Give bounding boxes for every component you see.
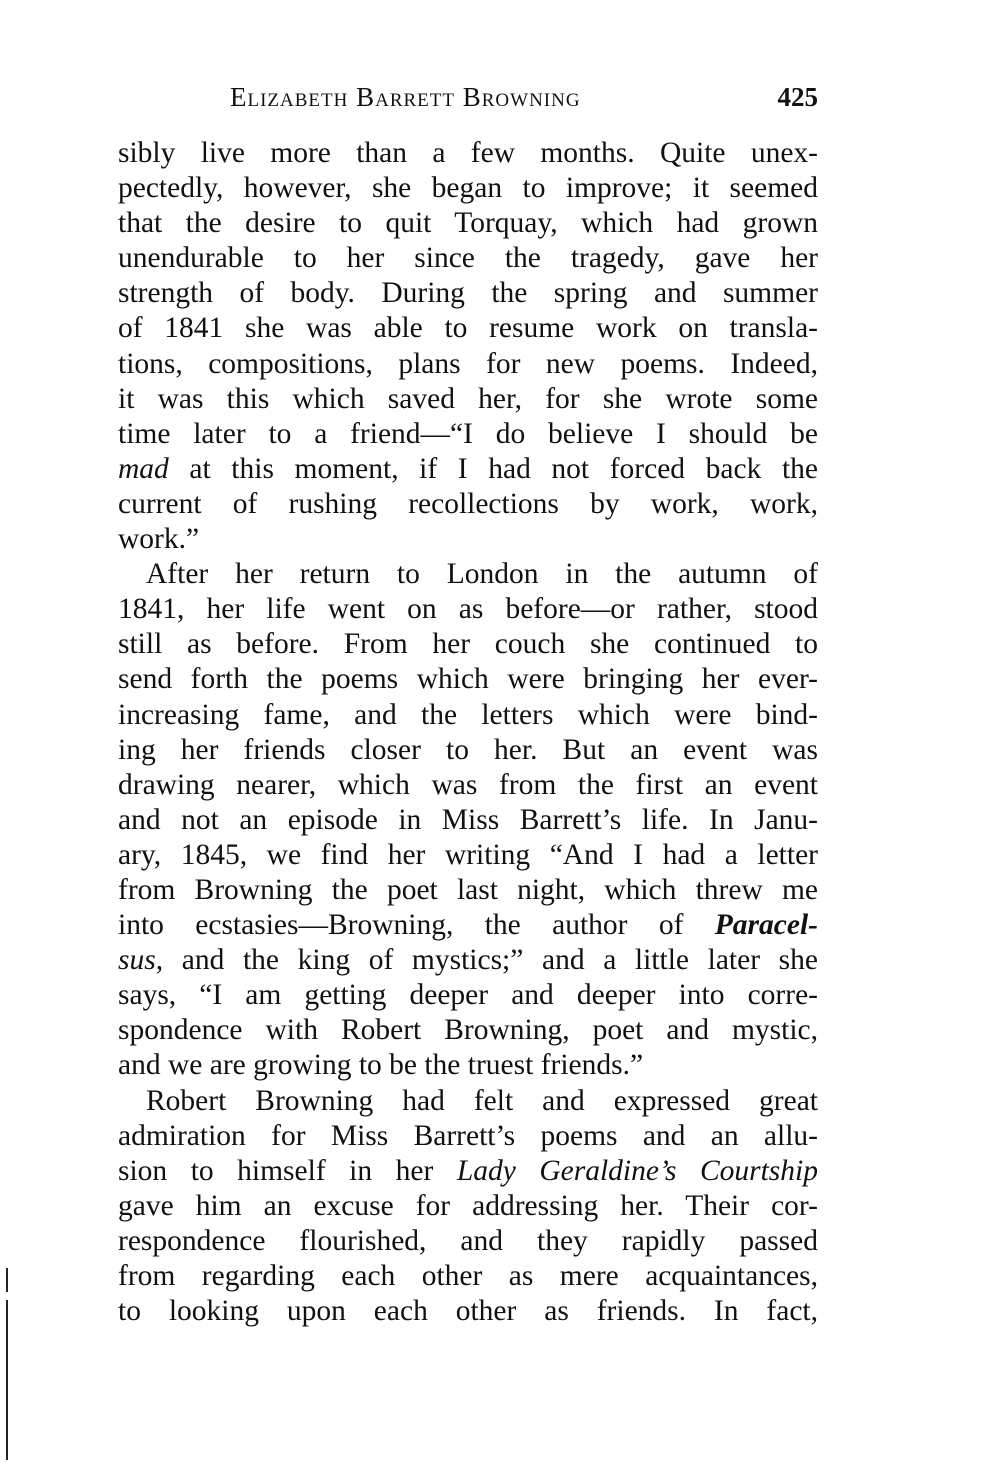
running-header <box>118 82 818 118</box>
text-line <box>118 1048 818 1083</box>
text-run: work.” <box>118 523 200 556</box>
text-line <box>118 698 818 733</box>
text-run: at this moment, if I had not forced back the <box>168 452 818 485</box>
text-run: gave him an excuse for addressing her. Their cor- <box>118 1189 818 1222</box>
paragraph <box>118 1084 818 1330</box>
text-run: from regarding each other as mere acquaintances, <box>118 1260 818 1292</box>
text-line <box>118 1084 818 1119</box>
text-line <box>118 873 818 908</box>
text-line <box>118 803 818 838</box>
text-line <box>118 1294 818 1329</box>
text-run: says, “I am getting deeper and deeper into corre- <box>118 979 818 1012</box>
text-run: strength of body. During the spring and summer <box>118 277 818 310</box>
text-line <box>118 733 818 768</box>
scan-edge-mark <box>6 1268 8 1292</box>
text-line <box>118 662 818 697</box>
text-run: Robert Browning had felt and expressed great <box>146 1084 818 1117</box>
text-line <box>118 838 818 873</box>
italic-text: Lady Geraldine’s Courtship <box>456 1154 818 1187</box>
text-run: pectedly, however, she began to improve; it seemed <box>118 172 818 205</box>
text-line <box>118 1259 818 1294</box>
text-run: sion to himself in her <box>118 1154 457 1187</box>
text-line <box>118 978 818 1013</box>
running-title: Elizabeth Barrett Browning <box>230 82 581 112</box>
body-text <box>118 136 818 1329</box>
text-run: ary, 1845, we find her writing “And I had a letter <box>118 838 818 871</box>
text-line <box>118 557 818 592</box>
paragraph <box>118 136 818 557</box>
text-line <box>118 592 818 627</box>
text-line <box>118 382 818 417</box>
text-run: send forth the poems which were bringing her ever- <box>118 663 818 696</box>
italic-text: sus, <box>118 944 164 977</box>
text-run: from Browning the poet last night, which threw me <box>118 873 818 906</box>
text-run: and not an episode in Miss Barrett’s life. In Janu- <box>118 803 818 836</box>
text-line <box>118 1154 818 1189</box>
text-line <box>118 1013 818 1048</box>
text-line <box>118 311 818 346</box>
text-run: that the desire to quit Torquay, which had grown <box>118 207 818 240</box>
italic-text: Paracel- <box>714 909 818 942</box>
text-line <box>118 241 818 276</box>
text-run: spondence with Robert Browning, poet and mystic, <box>118 1014 818 1047</box>
text-line <box>118 908 818 943</box>
text-run: drawing nearer, which was from the first an event <box>118 768 818 801</box>
text-line <box>118 206 818 241</box>
text-line <box>118 276 818 311</box>
text-line <box>118 347 818 382</box>
scan-edge-mark <box>6 1300 8 1460</box>
text-run: ing her friends closer to her. But an event was <box>118 733 818 766</box>
text-line <box>118 1189 818 1224</box>
text-line <box>118 943 818 978</box>
text-run: tions, compositions, plans for new poems. Indeed, <box>118 347 818 380</box>
text-run: and we are growing to be the truest friends.” <box>118 1049 644 1082</box>
text-line <box>118 522 818 557</box>
text-run: to looking upon each other as friends. In fact, <box>118 1295 818 1328</box>
text-run: admiration for Miss Barrett’s poems and an allu- <box>118 1119 818 1152</box>
text-run: 1841, her life went on as before—or rather, stood <box>118 593 818 626</box>
text-line <box>118 768 818 803</box>
page-number: 425 <box>777 82 818 112</box>
text-run: sibly live more than a few months. Quite unex- <box>118 137 818 169</box>
text-line <box>118 1224 818 1259</box>
text-run: into ecstasies—Browning, the author of <box>118 909 715 942</box>
text-run: increasing fame, and the letters which were bind- <box>118 698 818 731</box>
text-line <box>118 1119 818 1154</box>
paragraph <box>118 557 818 1083</box>
text-run: time later to a friend—“I do believe I should be <box>118 417 818 450</box>
text-line <box>118 627 818 662</box>
text-line <box>118 452 818 487</box>
italic-text: mad <box>118 452 169 485</box>
text-run: After her return to London in the autumn of <box>146 558 818 591</box>
text-line <box>118 417 818 452</box>
text-run: respondence flourished, and they rapidly passed <box>118 1224 818 1257</box>
text-run: and the king of mystics;” and a little later she <box>163 944 818 977</box>
text-run: current of rushing recollections by work, work, <box>118 487 818 520</box>
text-run: of 1841 she was able to resume work on transla- <box>118 312 818 345</box>
text-run: still as before. From her couch she continued to <box>118 628 818 661</box>
text-run: it was this which saved her, for she wrote some <box>118 382 818 415</box>
text-line <box>118 136 818 171</box>
text-line <box>118 487 818 522</box>
text-line <box>118 171 818 206</box>
text-run: unendurable to her since the tragedy, gave her <box>118 242 818 275</box>
